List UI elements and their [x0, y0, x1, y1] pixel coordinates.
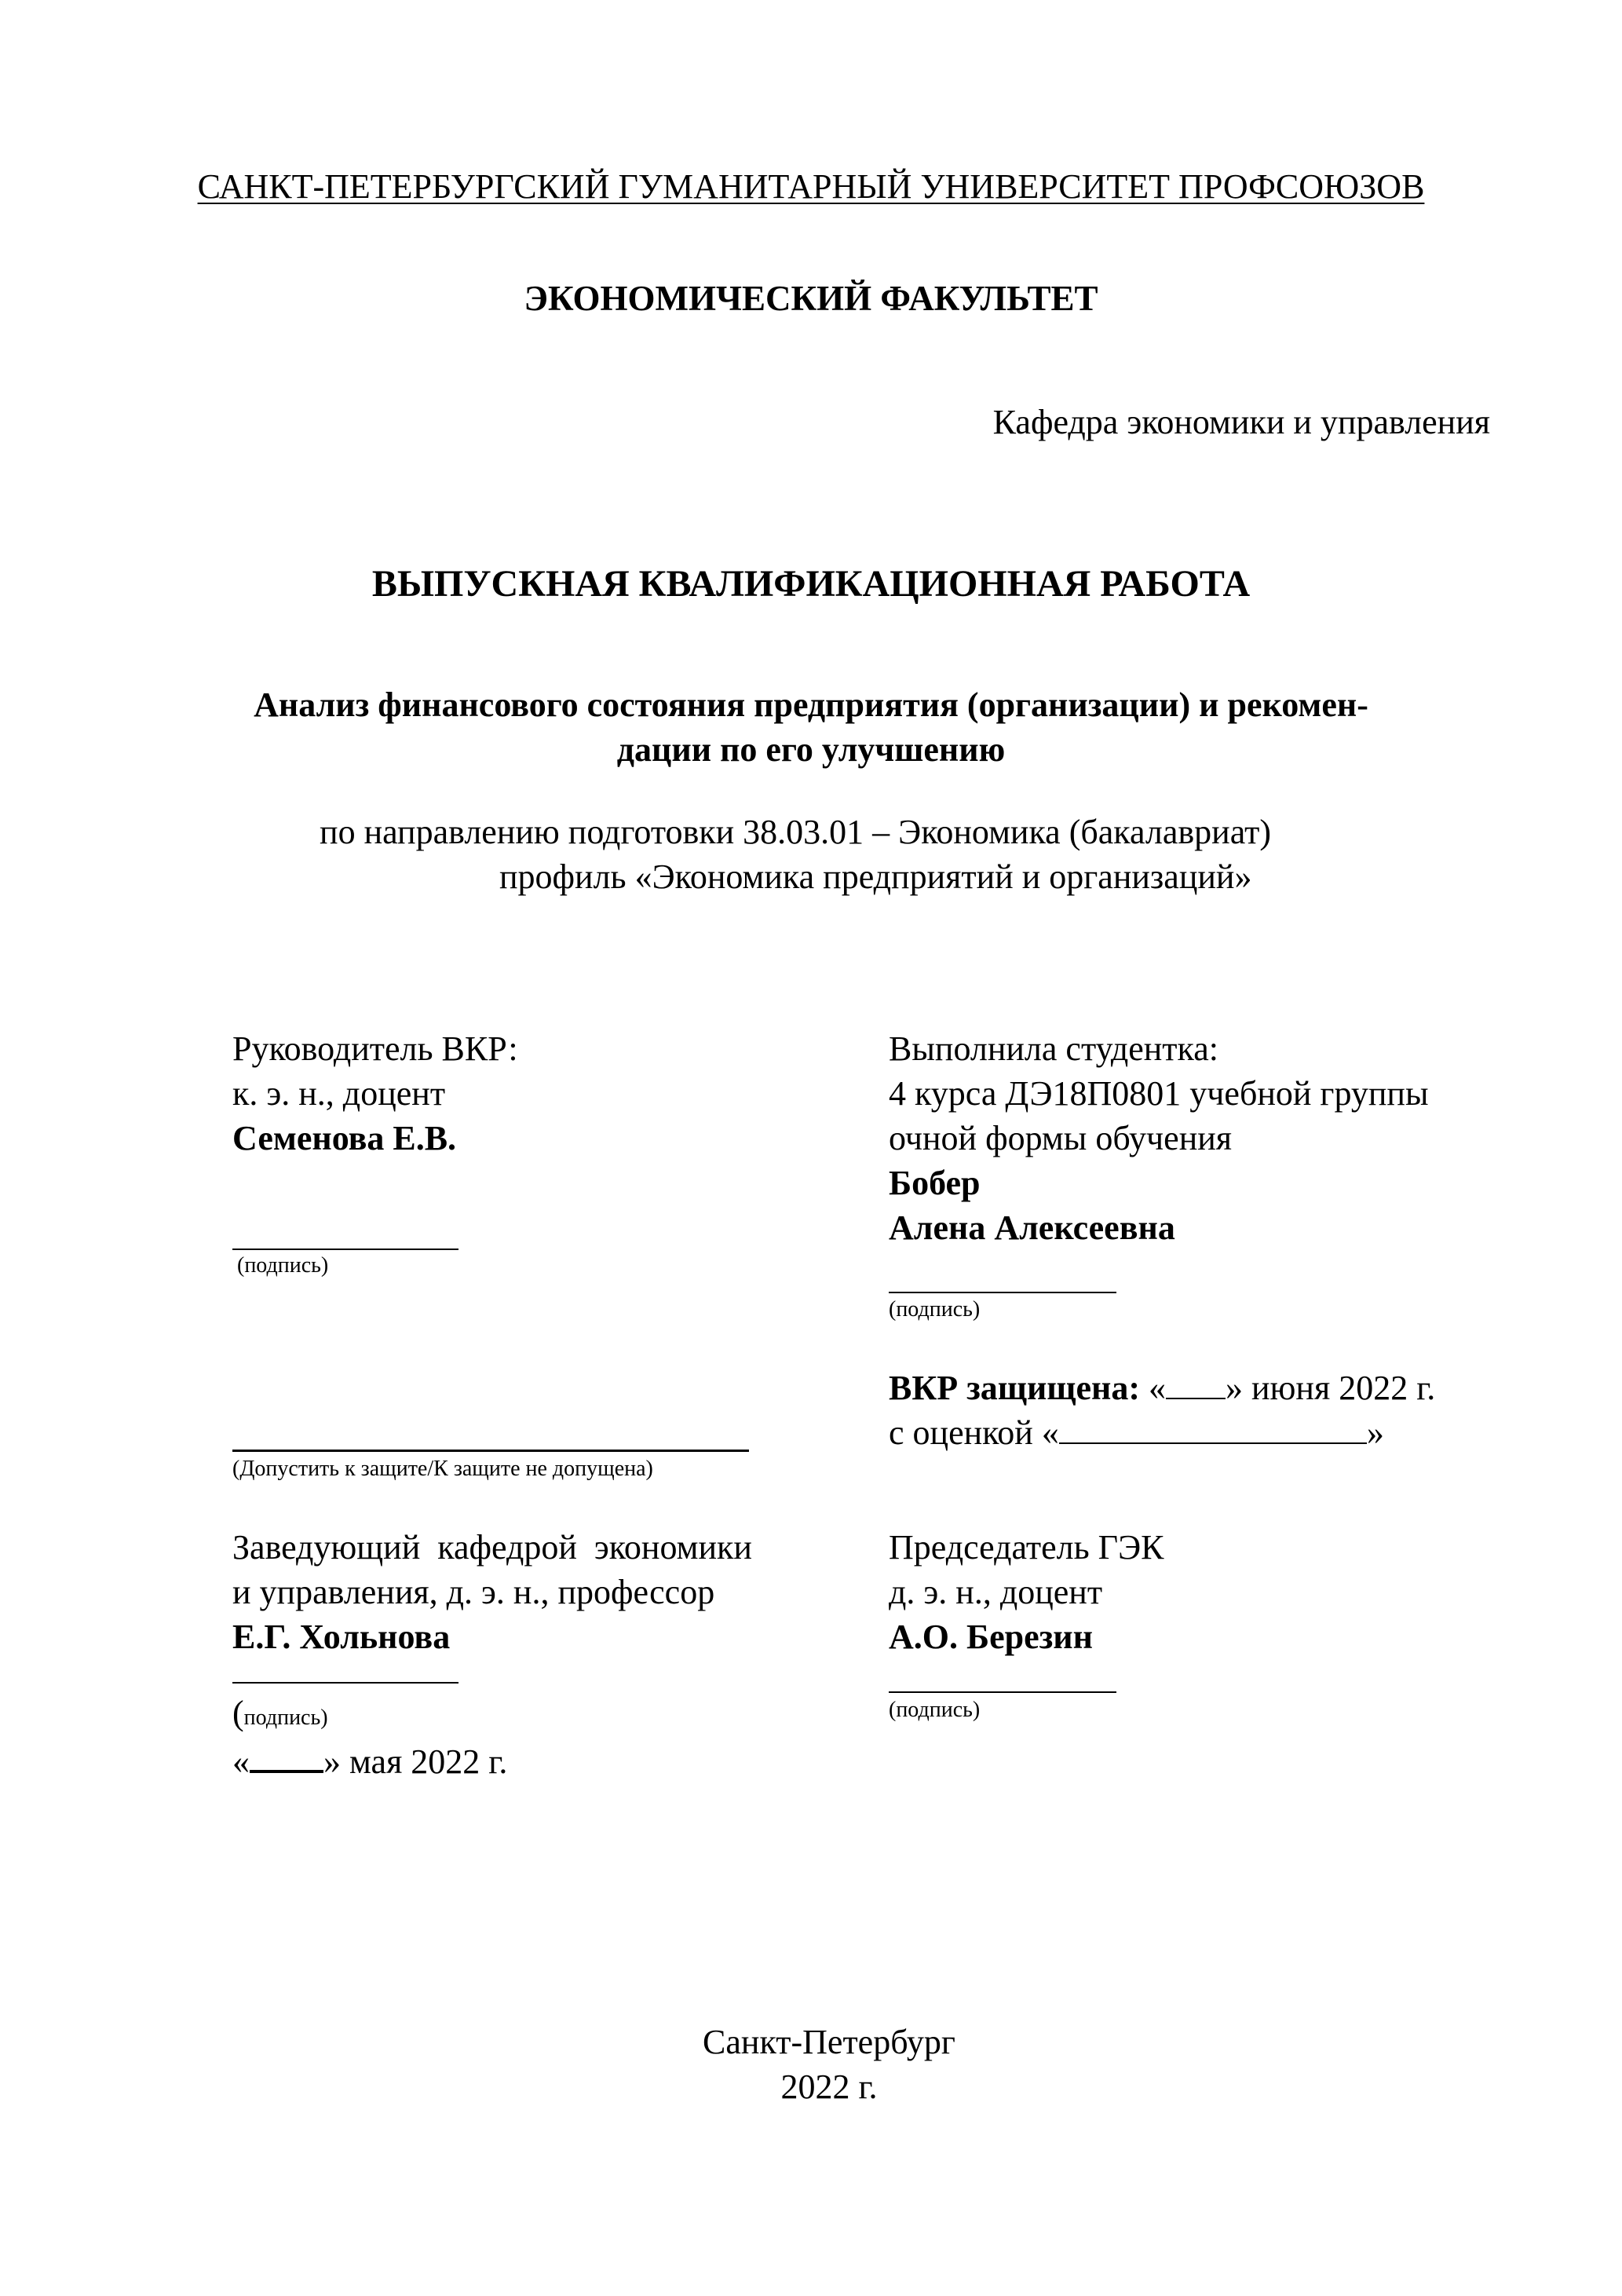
defense-date-line	[889, 1371, 1435, 1406]
head-date-open: «	[232, 1742, 250, 1781]
admission-signature-line	[232, 1450, 749, 1452]
head-name: Е.Г. Хольнова	[232, 1618, 451, 1656]
student-surname: Бобер	[889, 1164, 981, 1202]
head-signature-caption: подпись)	[243, 1706, 328, 1730]
work-type-title: ВЫПУСКНАЯ КВАЛИФИКАЦИОННАЯ РАБОТА	[371, 563, 1251, 605]
head-line-2: и управления, д. э. н., профессор	[232, 1573, 715, 1611]
gek-chair-block	[889, 1525, 1164, 1659]
gek-label: Председатель ГЭК	[889, 1528, 1164, 1567]
department-name: Кафедра экономики и управления	[992, 403, 1490, 441]
defense-grade-open: с оценкой «	[889, 1413, 1059, 1452]
university-name: САНКТ-ПЕТЕРБУРГСКИЙ ГУМАНИТАРНЫЙ УНИВЕРСИТЕТ ПРОФСОЮЗОВ	[197, 167, 1425, 206]
head-day-blank[interactable]	[250, 1743, 323, 1773]
supervisor-name: Семенова Е.В.	[232, 1119, 457, 1157]
gek-rank: д. э. н., доцент	[889, 1573, 1103, 1611]
defense-grade-line	[889, 1413, 1384, 1452]
head-date-line	[232, 1743, 507, 1779]
student-label: Выполнила студентка:	[889, 1029, 1218, 1068]
defense-day-blank[interactable]	[1166, 1371, 1226, 1399]
supervisor-rank: к. э. н., доцент	[232, 1074, 446, 1113]
defense-date-close: » июня 2022 г.	[1226, 1369, 1436, 1407]
head-date-close: » мая 2022 г.	[323, 1742, 508, 1781]
gek-signature-caption: (подпись)	[889, 1698, 981, 1722]
student-course: 4 курса ДЭ18П0801 учебной группы	[889, 1074, 1429, 1113]
topic-line-1: Анализ финансового состояния предприятия (организации) и рекомен-	[254, 686, 1368, 724]
defense-date-open: «	[1149, 1369, 1166, 1407]
head-signature-line	[232, 1682, 458, 1684]
head-line-1: Заведующий кафедрой экономики	[232, 1528, 752, 1567]
defense-grade-blank[interactable]	[1059, 1416, 1367, 1444]
supervisor-signature-caption: (подпись)	[237, 1253, 329, 1278]
direction-line-1: по направлению подготовки 38.03.01 – Экономика (бакалавриат)	[320, 813, 1271, 851]
student-block	[889, 1026, 1429, 1250]
student-signature-caption: (подпись)	[889, 1297, 981, 1322]
head-of-department-block	[232, 1525, 752, 1659]
head-signature-caption-wrap	[232, 1693, 328, 1733]
defense-label: ВКР защищена:	[889, 1369, 1140, 1407]
head-signature-paren: (	[232, 1694, 244, 1732]
defense-grade-close: »	[1366, 1413, 1384, 1452]
admission-caption: (Допустить к защите/К защите не допущена)	[232, 1457, 653, 1481]
student-form: очной формы обучения	[889, 1119, 1233, 1157]
supervisor-signature-line	[232, 1249, 458, 1250]
topic-line-2: дации по его улучшению	[616, 730, 1006, 769]
direction-line-2: профиль «Экономика предприятий и организаций»	[499, 857, 1252, 896]
footer-year: 2022 г.	[780, 2067, 878, 2106]
gek-name: А.О. Березин	[889, 1618, 1094, 1656]
supervisor-block	[232, 1026, 518, 1161]
gek-signature-line	[889, 1691, 1116, 1693]
faculty-name: ЭКОНОМИЧЕСКИЙ ФАКУЛЬТЕТ	[524, 279, 1098, 318]
student-signature-line	[889, 1292, 1116, 1293]
footer-city: Санкт-Петербург	[703, 2023, 955, 2061]
supervisor-label: Руководитель ВКР:	[232, 1029, 518, 1068]
student-name: Алена Алексеевна	[889, 1208, 1175, 1247]
